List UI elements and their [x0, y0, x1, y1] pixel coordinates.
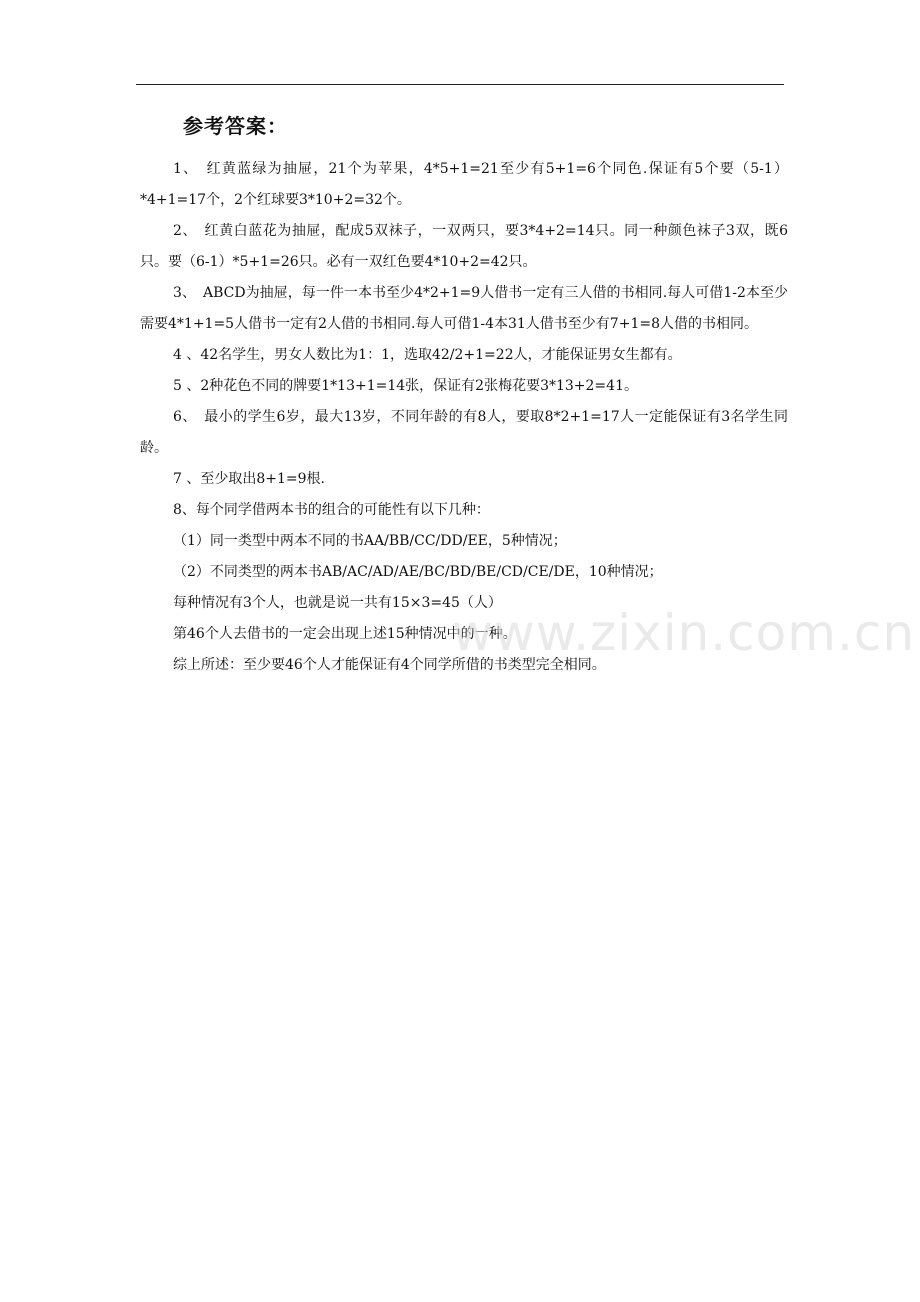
answer-3: 3、 ABCD为抽屉，每一件一本书至少4*2+1=9人借书一定有三人借的书相同.每人可借1-2本至少需要4*1+1=5人借书一定有2人借的书相同.每人可借1-4本31人借书至少有7+1=8人借的书相同。 [140, 285, 788, 332]
header-rule [136, 84, 784, 85]
answer-7: 7 、至少取出8+1=9根. [173, 471, 325, 487]
answer-title: 参考答案： [183, 114, 288, 138]
answer-8: 8、每个同学借两本书的组合的可能性有以下几种： [173, 502, 490, 518]
answer-5: 5 、2种花色不同的牌要1*13+1=14张，保证有2张梅花要3*13+2=41。 [173, 378, 638, 394]
sub-item-1: （1）同一类型中两本不同的书AA/BB/CC/DD/EE，5种情况； [173, 533, 567, 549]
conclusion-line-1: 每种情况有3个人，也就是说一共有15×3=45（人） [173, 595, 502, 611]
answer-1: 1、 红黄蓝绿为抽屉，21个为苹果，4*5+1=21至少有5+1=6个同色.保证有5个要（5-1）*4+1=17个，2个红球要3*10+2=32个。 [140, 161, 788, 208]
answer-4: 4 、42名学生，男女人数比为1：1，选取42/2+1=22人，才能保证男女生都有。 [173, 347, 682, 363]
watermark: www.zixin.com.cn [452, 604, 916, 662]
answer-6: 6、 最小的学生6岁，最大13岁，不同年龄的有8人，要取8*2+1=17人一定能保证有3名学生同龄。 [140, 409, 788, 456]
answer-2: 2、 红黄白蓝花为抽屉，配成5双袜子，一双两只，要3*4+2=14只。同一种颜色袜子3双，既6只。要（6-1）*5+1=26只。必有一双红色要4*10+2=42只。 [140, 223, 788, 270]
sub-item-2: （2）不同类型的两本书AB/AC/AD/AE/BC/BD/BE/CD/CE/DE，10种情况； [173, 564, 663, 580]
conclusion-line-2: 第46个人去借书的一定会出现上述15种情况中的一种。 [173, 626, 517, 642]
answer-body [140, 154, 788, 681]
conclusion-line-3: 综上所述：至少要46个人才能保证有4个同学所借的书类型完全相同。 [173, 657, 606, 673]
